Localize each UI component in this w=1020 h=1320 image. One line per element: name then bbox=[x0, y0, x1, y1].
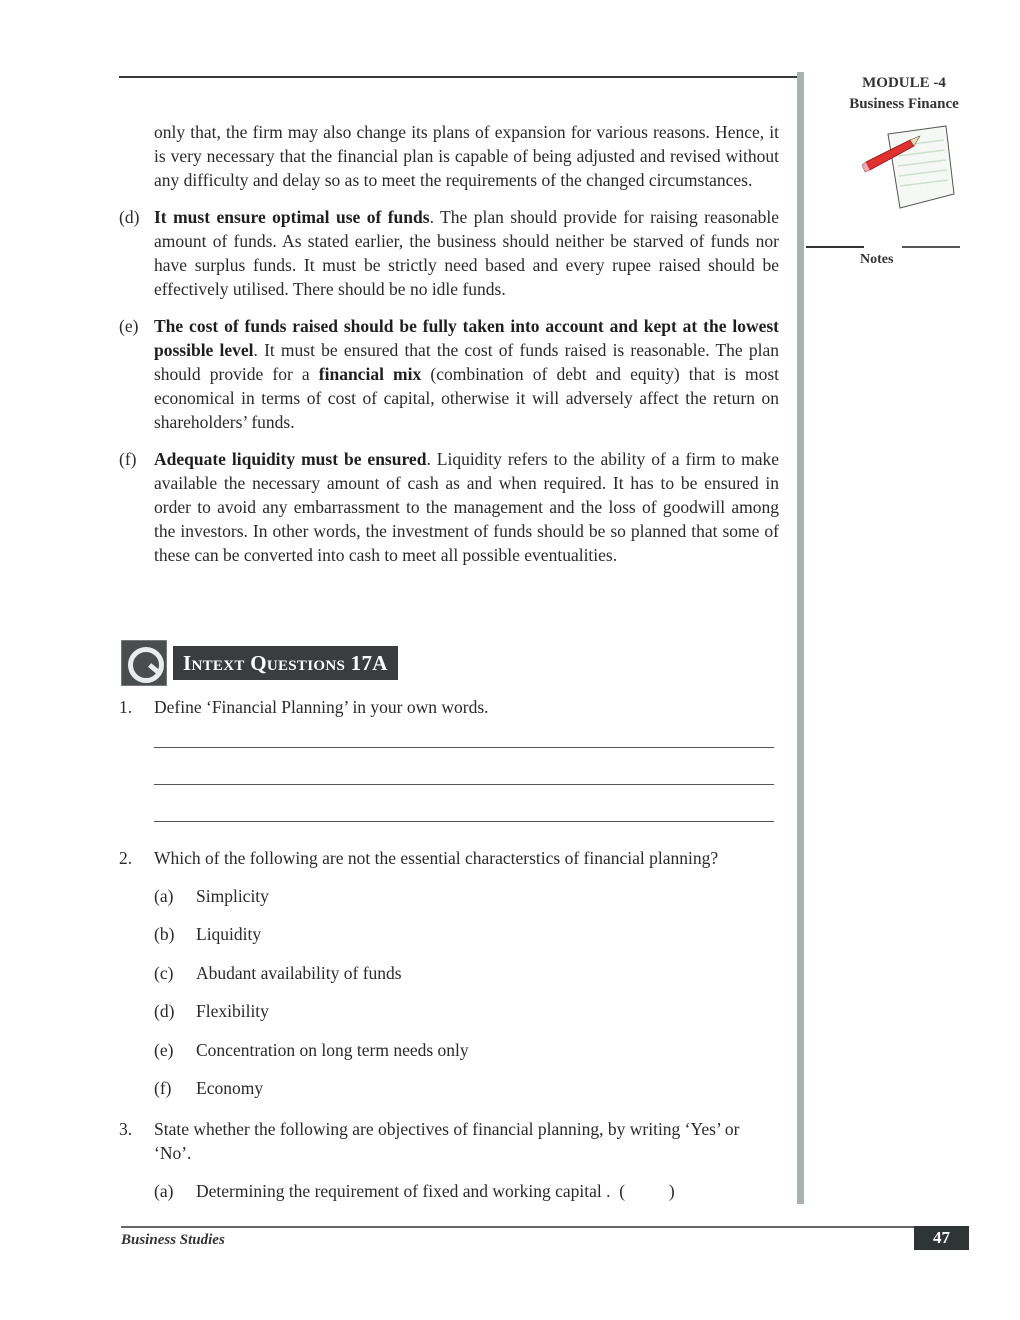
header-rule bbox=[119, 76, 799, 78]
question-number: 1. bbox=[119, 697, 133, 717]
item-text: The cost of funds raised should be fully taken into account and kept at the lowest possible level. It must be ensured that the cost of funds raised is reasonable. The plan should provide for a financial mix (combination of debt and equity) that is most economical in terms of cost of capital, otherwise it will adversely affect the return on shareholders’ funds. bbox=[154, 316, 779, 432]
option-b: (b) Liquidity bbox=[154, 924, 262, 944]
main-content bbox=[119, 120, 779, 567]
notes-rule-right bbox=[902, 246, 960, 248]
item-label: (f) bbox=[119, 449, 137, 469]
question-number: 2. bbox=[119, 848, 133, 868]
page-number: 47 bbox=[914, 1226, 969, 1250]
question-q-icon bbox=[121, 640, 167, 686]
list-item-e bbox=[119, 314, 779, 434]
option-e: (e) Concentration on long term needs only bbox=[154, 1040, 469, 1060]
footer-rule bbox=[121, 1226, 968, 1228]
question-text: Which of the following are not the essential characterstics of financial planning? bbox=[154, 848, 719, 868]
question-2 bbox=[119, 846, 779, 870]
item-label: (e) bbox=[119, 316, 139, 336]
continuation-paragraph: only that, the firm may also change its plans of expansion for various reasons. Hence, it is very necessary that the financial plan is capable of being adjusted and revised without any difficulty and delay so as to meet the requirements of the changed circumstances. bbox=[154, 122, 779, 190]
option-d: (d) Flexibility bbox=[154, 1001, 269, 1021]
question-1 bbox=[119, 695, 779, 719]
term-financial-mix: financial mix bbox=[318, 364, 422, 384]
question-text: State whether the following are objectives of financial planning, by writing ‘Yes’ or ‘No’. bbox=[154, 1119, 740, 1163]
notes-rule-left bbox=[806, 246, 864, 248]
notes-area bbox=[806, 114, 1006, 267]
question-text: Define ‘Financial Planning’ in your own words. bbox=[154, 697, 489, 717]
notepad-pencil-icon bbox=[858, 124, 958, 214]
item-text: It must ensure optimal use of funds. The plan should provide for raising reasonable amount of funds. As stated earlier, the business should neither be starved of funds nor have surplus funds. It must be strictly need based and every rupee raised should be effectively utilised. There should be no idle funds. bbox=[154, 207, 779, 299]
option-a: (a) Simplicity bbox=[154, 886, 269, 906]
item-heading: It must ensure optimal use of funds bbox=[154, 207, 430, 227]
question-3 bbox=[119, 1117, 779, 1165]
option-f: (f) Economy bbox=[154, 1078, 264, 1098]
notes-label: Notes bbox=[860, 252, 894, 267]
module-subject: Business Finance bbox=[849, 96, 959, 112]
footer-book-title: Business Studies bbox=[121, 1232, 225, 1248]
question-number: 3. bbox=[119, 1119, 133, 1139]
item-text: Adequate liquidity must be ensured. Liquidity refers to the ability of a firm to make available the necessary amount of cash as and when required. It has to be ensured in order to avoid any embarrassment to the management and the loss of goodwill among the investors. In other words, the investment of funds should be so planned that some of these can be converted into cash to meet all possible eventualities. bbox=[154, 449, 779, 565]
item-label: (d) bbox=[119, 207, 140, 227]
option-c: (c) Abudant availability of funds bbox=[154, 963, 402, 983]
margin-bar bbox=[797, 72, 804, 1204]
item-heading: The cost of funds raised should be fully taken into account and kept at the lowest possible level bbox=[154, 316, 779, 360]
margin-sidebar bbox=[806, 70, 1006, 267]
intext-questions-header bbox=[121, 640, 398, 685]
item-heading: Adequate liquidity must be ensured bbox=[154, 449, 427, 469]
module-label: MODULE -4 bbox=[862, 75, 946, 91]
section-title: Intext Questions 17A bbox=[173, 646, 398, 680]
list-item-d bbox=[119, 205, 779, 301]
option-a: (a) Determining the requirement of fixed and working capital . ( ) bbox=[154, 1181, 675, 1201]
list-item-f bbox=[119, 447, 779, 567]
questions-list bbox=[119, 695, 779, 1203]
